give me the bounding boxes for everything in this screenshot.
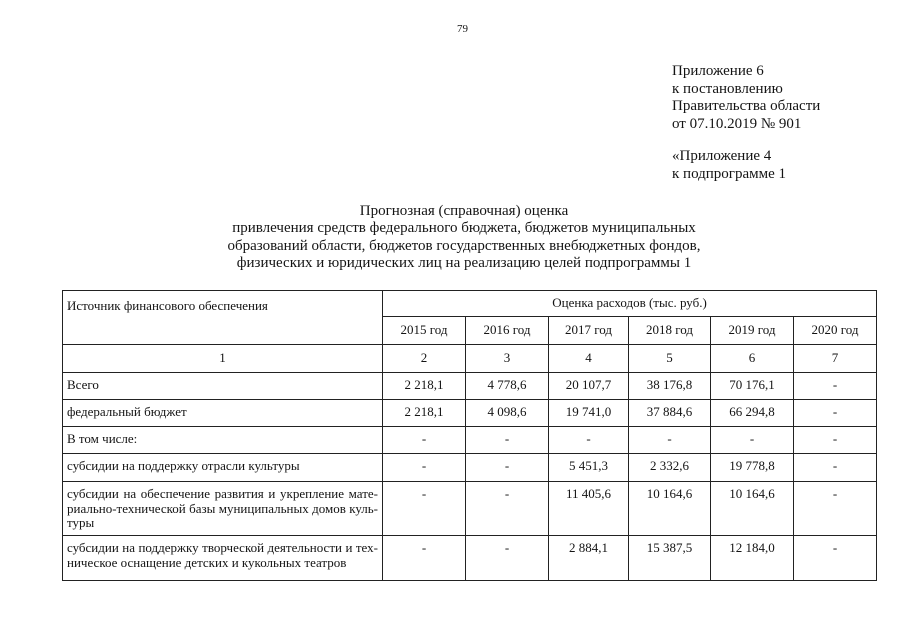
- header-year: 2020 год: [794, 317, 877, 345]
- header-year: 2015 год: [383, 317, 466, 345]
- table-cell: -: [383, 454, 466, 482]
- header-row: [63, 291, 877, 317]
- document-title: [64, 203, 864, 272]
- table-cell: -: [466, 536, 549, 581]
- table-cell: -: [794, 536, 877, 581]
- header-year: 2017 год: [549, 317, 629, 345]
- row-label: [63, 454, 383, 482]
- table-cell: 2 218,1: [383, 400, 466, 427]
- table-cell: -: [711, 427, 794, 454]
- table-cell: -: [466, 454, 549, 482]
- row-label-line: субсидии на поддержку творческой деятельности и тех-: [67, 540, 378, 555]
- table-cell: 12 184,0: [711, 536, 794, 581]
- table-cell: 10 164,6: [629, 482, 711, 536]
- column-number: 2: [383, 345, 466, 373]
- row-label: [63, 482, 383, 536]
- row-label-line: Всего: [67, 377, 99, 392]
- table-cell: -: [794, 373, 877, 400]
- title-line: физических и юридических лиц на реализацию целей подпрограммы 1: [236, 254, 692, 271]
- annex-line: к подпрограмме 1: [672, 165, 786, 182]
- column-number-row: [63, 345, 877, 373]
- table-cell: 70 176,1: [711, 373, 794, 400]
- row-label-line: туры: [67, 515, 95, 530]
- table-cell: 5 451,3: [549, 454, 629, 482]
- approval-line: к постановлению: [672, 80, 783, 97]
- row-label-line: В том числе:: [67, 431, 138, 446]
- table-cell: -: [383, 482, 466, 536]
- annex-block: [672, 148, 786, 183]
- table-cell: -: [794, 427, 877, 454]
- header-year: 2019 год: [711, 317, 794, 345]
- row-label-line: субсидии на обеспечение развития и укрепление мате-: [67, 486, 378, 501]
- title-line: образований области, бюджетов государственных внебюджетных фондов,: [227, 237, 701, 254]
- table-row-total: [63, 373, 877, 400]
- row-label-line: риально-технической базы муниципальных домов куль-: [67, 500, 378, 516]
- header-year: 2016 год: [466, 317, 549, 345]
- table-cell: -: [794, 454, 877, 482]
- title-line: привлечения средств федерального бюджета, бюджетов муниципальных: [232, 220, 696, 237]
- annex-line: «Приложение 4: [672, 148, 772, 164]
- header-source: Источник финансового обеспечения: [63, 291, 383, 345]
- header-estimate: Оценка расходов (тыс. руб.): [383, 291, 877, 317]
- table-cell: 19 741,0: [549, 400, 629, 427]
- table-cell: -: [794, 400, 877, 427]
- title-line: Прогнозная (справочная) оценка: [359, 203, 569, 219]
- approval-line: от 07.10.2019 № 901: [672, 115, 802, 132]
- column-number: 6: [711, 345, 794, 373]
- column-number: 3: [466, 345, 549, 373]
- table-cell: 15 387,5: [629, 536, 711, 581]
- table-cell: 38 176,8: [629, 373, 711, 400]
- table-cell: 19 778,8: [711, 454, 794, 482]
- table-cell: -: [794, 482, 877, 536]
- table-row-culture: [63, 454, 877, 482]
- row-label: [63, 400, 383, 427]
- table-row-houses-of-culture: [63, 482, 877, 536]
- table-cell: 2 218,1: [383, 373, 466, 400]
- page-number: 79: [457, 23, 468, 35]
- approval-line: Приложение 6: [672, 63, 764, 79]
- row-label: [63, 427, 383, 454]
- approval-line: Правительства области: [672, 98, 821, 115]
- table-cell: 11 405,6: [549, 482, 629, 536]
- table-cell: 4 778,6: [466, 373, 549, 400]
- table-cell: -: [466, 482, 549, 536]
- table-cell: 20 107,7: [549, 373, 629, 400]
- table-row-including: [63, 427, 877, 454]
- column-number: 5: [629, 345, 711, 373]
- column-number: 4: [549, 345, 629, 373]
- approval-block: [672, 63, 820, 133]
- table-cell: -: [549, 427, 629, 454]
- table-cell: -: [383, 427, 466, 454]
- table-cell: 2 884,1: [549, 536, 629, 581]
- row-label: [63, 373, 383, 400]
- header-year: 2018 год: [629, 317, 711, 345]
- table-cell: -: [383, 536, 466, 581]
- row-label-line: федеральный бюджет: [67, 404, 187, 419]
- table-cell: 37 884,6: [629, 400, 711, 427]
- column-number: 7: [794, 345, 877, 373]
- table-row-federal: [63, 400, 877, 427]
- table-cell: -: [466, 427, 549, 454]
- row-label: [63, 536, 383, 581]
- table-cell: 66 294,8: [711, 400, 794, 427]
- table-row-theatres: [63, 536, 877, 581]
- column-number: 1: [63, 345, 383, 373]
- table-cell: 10 164,6: [711, 482, 794, 536]
- table-cell: -: [629, 427, 711, 454]
- table-cell: 2 332,6: [629, 454, 711, 482]
- row-label-line: ническое оснащение детских и кукольных театров: [67, 554, 347, 570]
- financing-table: [62, 290, 877, 581]
- table-cell: 4 098,6: [466, 400, 549, 427]
- row-label-line: субсидии на поддержку отрасли культуры: [67, 458, 300, 473]
